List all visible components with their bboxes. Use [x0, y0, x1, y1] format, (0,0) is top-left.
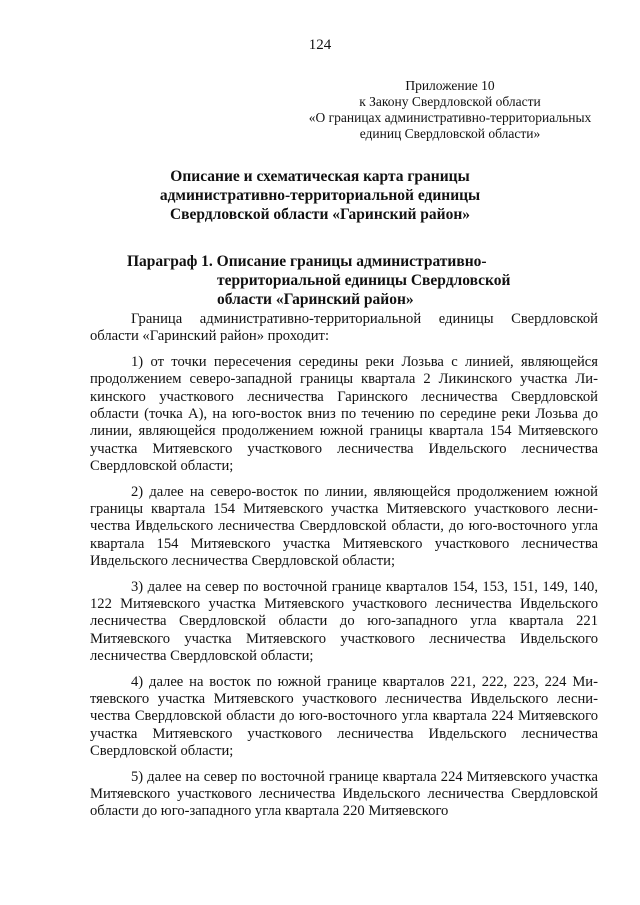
- document-title: [0, 167, 640, 224]
- heading-line: области «Гаринский район»: [217, 291, 414, 308]
- heading-line: Параграф 1. Описание границы административно-: [127, 253, 487, 270]
- boundary-item: 3) далее на север по восточной границе кварталов 154, 153, 151, 149, 140, 122 Митяевского участка Митяевского участкового лесничества Ивдельского лесничества Свердловской области до юго-западного угла квартала 221 Митяевского участка Митяевского участкового лесничества Ивдельского лесничества Свердловской области;: [90, 578, 598, 664]
- appendix-line: к Закону Свердловской области: [359, 94, 541, 109]
- appendix-line: «О границах административно-территориальных: [308, 110, 592, 125]
- title-line: Описание и схематическая карта границы: [170, 168, 470, 185]
- boundary-item: 1) от точки пересечения середины реки Лозьва с линией, являющейся продолжением северо-западной границы квартала 2 Ликинского участка Ликинского участкового лесничества Гаринского лесничества Свердловской области (точка А), на юго-восток вниз по течению по середине реки Лозьва до линии, являющейся продолжением южной границы квартала 154 Митяевского участка Митяевского участкового лесничества Ивдельского лесничества Свердловской области;: [90, 354, 598, 474]
- boundary-item: 5) далее на север по восточной границе квартала 224 Митяевского участка Митяевского участкового лесничества Ивдельского лесничества Свердловской области до юго-западного угла квартала 220 Митяевского: [90, 768, 598, 820]
- boundary-item: 2) далее на северо-восток по линии, являющейся продолжением южной границы квартала 154 Митяевского участка Митяевского участкового лесничества Ивдельского лесничества Свердловской области, до юго-восточного угла квартала 154 Митяевского участка Митяевского участкового лесничества Ивдельского лесничества Свердловской области;: [90, 483, 598, 569]
- appendix-reference: [300, 78, 600, 142]
- page-number: 124: [308, 37, 332, 53]
- body-text: [90, 311, 598, 829]
- title-line: административно-территориальной единицы: [159, 187, 481, 204]
- appendix-line: единиц Свердловской области»: [359, 126, 541, 141]
- title-line: Свердловской области «Гаринский район»: [169, 206, 471, 223]
- intro-paragraph: Граница административно-территориальной единицы Свердловской области «Гаринский район» проходит:: [90, 311, 598, 345]
- paragraph-heading: [127, 252, 567, 309]
- heading-line: территориальной единицы Свердловской: [217, 272, 511, 289]
- boundary-item: 4) далее на восток по южной границе кварталов 221, 222, 223, 224 Митяевского участка Митяевского участкового лесничества Ивдельского лесничества Свердловской области до юго-восточного угла квартала 224 Митяевского участка Митяевского участкового лесничества Ивдельского лесничества Свердловской области;: [90, 673, 598, 759]
- appendix-line: Приложение 10: [405, 78, 495, 93]
